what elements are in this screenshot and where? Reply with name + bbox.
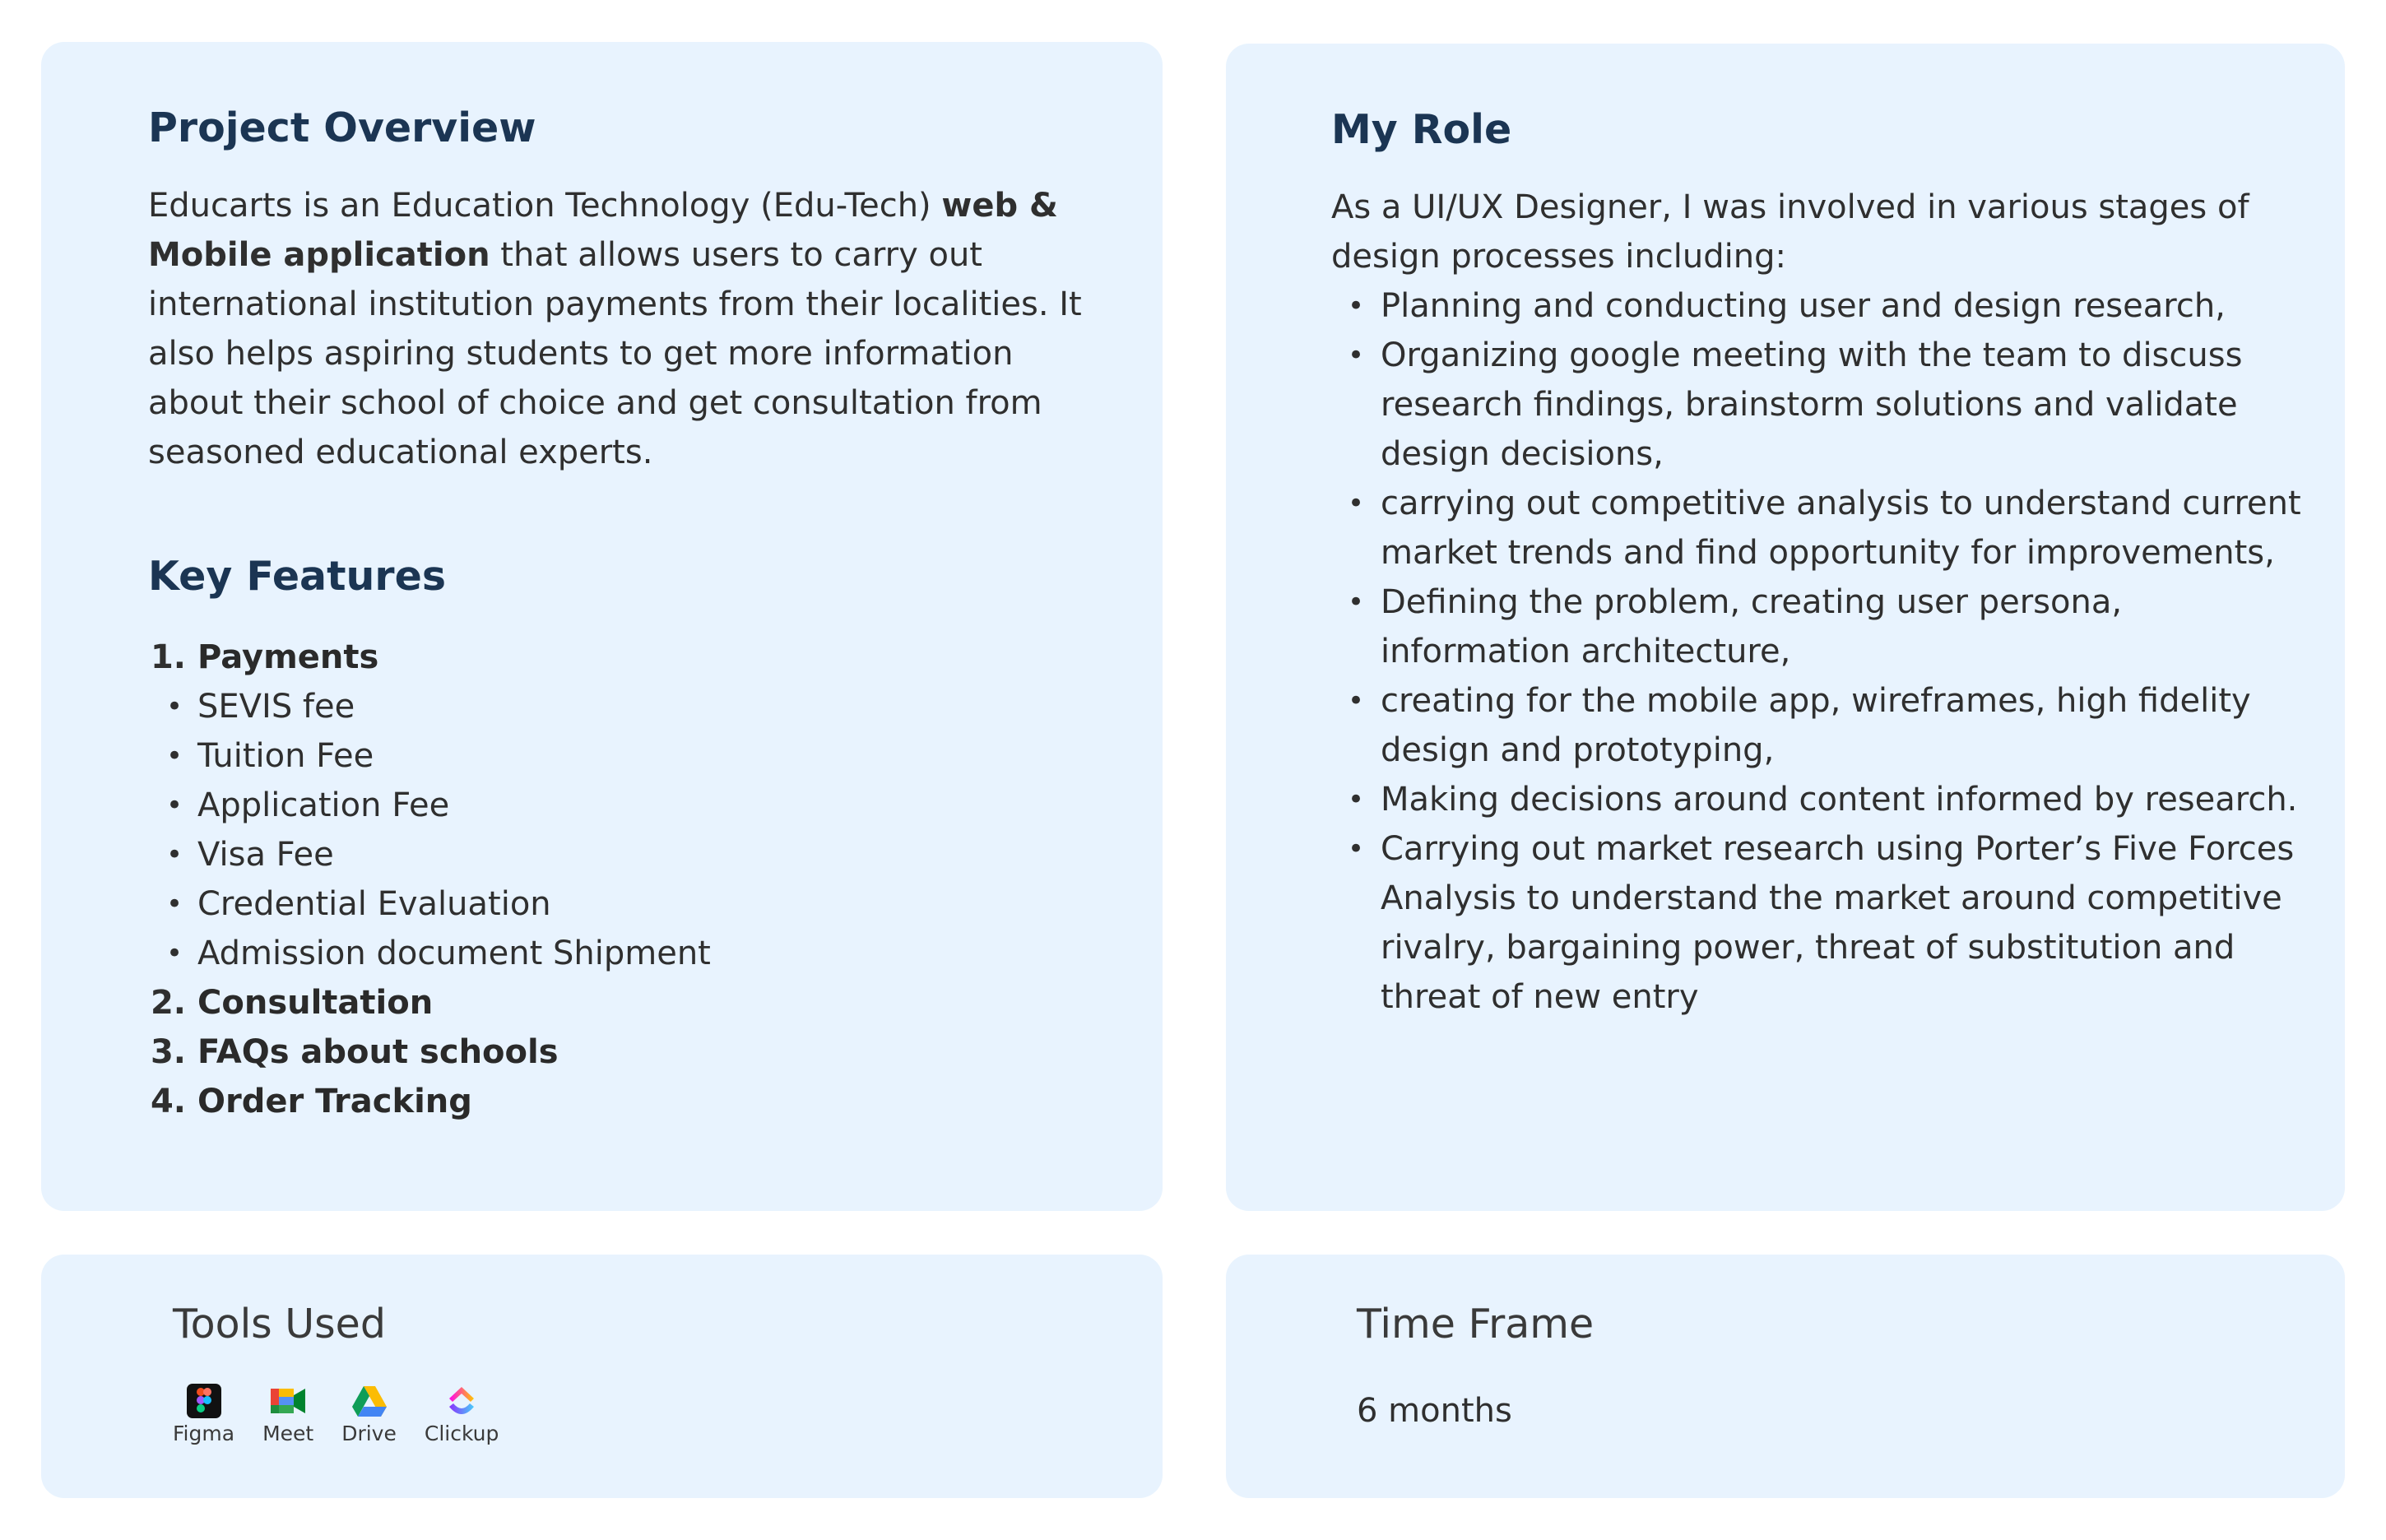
tool-clickup [425,1382,499,1445]
feature-item [148,1027,1163,1077]
clickup-icon [443,1382,480,1420]
role-item [1331,281,2319,331]
role-item-text: Making decisions around content informed by research. [1381,780,2298,819]
bullet-marker: • [165,739,183,772]
tool-label: Meet [262,1421,314,1445]
overview-text-part2: that allows users to carry out international institution payments from their localities. It also helps aspiring students to get more information about their school of choice and get consultation from seasoned educational experts. [148,235,1082,471]
my-role-list [1331,281,2319,1022]
bullet-marker: • [1347,782,1365,816]
key-features-title: Key Features [148,552,446,600]
feature-item [148,929,1163,978]
tool-label: Clickup [424,1421,499,1445]
role-item-text: creating for the mobile app, wireframes, high fidelity design and prototyping, [1381,681,2251,769]
number-marker: 4. [150,1082,186,1120]
meet-icon [269,1382,307,1420]
bullet-marker: • [1347,832,1365,865]
bullet-marker: • [165,887,183,921]
feature-text: Order Tracking [197,1082,472,1120]
role-item [1331,676,2319,775]
figma-icon [185,1382,223,1420]
role-item-text: Carrying out market research using Porter’s Five Forces Analysis to understand the market around competitive rivalry, bargaining power, threat of substitution and threat of new entry [1381,829,2295,1016]
time-frame-title: Time Frame [1357,1301,1595,1348]
role-item-text: Defining the problem, creating user persona, information architecture, [1381,582,2123,670]
bullet-marker: • [1347,585,1365,619]
overview-text-part1: Educarts is an Education Technology (Edu-Tech) [148,186,942,225]
feature-text: Consultation [197,983,434,1022]
bullet-marker: • [1347,338,1365,372]
bullet-marker: • [165,689,183,723]
tools-row [173,1382,1163,1445]
time-frame-value: 6 months [1357,1391,1512,1430]
feature-text: Visa Fee [197,835,334,874]
role-item [1331,578,2319,676]
tools-used-card [41,1255,1163,1498]
feature-item [148,682,1163,731]
my-role-intro: As a UI/UX Designer, I was involved in various stages of design processes including: [1331,188,2249,276]
feature-item [148,978,1163,1027]
my-role-card [1226,44,2345,1211]
feature-text: Tuition Fee [197,736,374,775]
feature-text: Credential Evaluation [197,884,551,923]
tools-used-title: Tools Used [173,1301,386,1348]
bullet-marker: • [165,788,183,822]
tool-figma [173,1382,234,1445]
bullet-marker: • [1347,684,1365,717]
bullet-marker: • [1347,289,1365,322]
feature-item [148,830,1163,879]
tool-meet [262,1382,313,1445]
role-item [1331,331,2319,479]
role-item [1331,479,2319,578]
feature-text: FAQs about schools [197,1032,559,1071]
feature-item [148,879,1163,929]
feature-item [148,1077,1163,1126]
role-item-text: carrying out competitive analysis to understand current market trends and find opportunity for improvements, [1381,484,2301,572]
bullet-marker: • [165,837,183,871]
project-overview-paragraph [148,181,1102,477]
feature-item [148,633,1163,682]
feature-text: SEVIS fee [197,687,355,726]
tool-label: Drive [341,1421,397,1445]
feature-item [148,731,1163,781]
number-marker: 2. [150,983,186,1022]
overview-text-bold: web & Mobile application [148,186,1058,274]
role-item [1331,824,2319,1022]
drive-icon [350,1382,388,1420]
tool-drive [341,1382,397,1445]
bullet-marker: • [165,936,183,970]
tool-label: Figma [173,1421,235,1445]
project-overview-title: Project Overview [148,104,536,151]
number-marker: 1. [150,638,186,676]
bullet-marker: • [1347,486,1365,520]
my-role-title: My Role [1331,106,1512,153]
number-marker: 3. [150,1032,186,1071]
role-item-text: Organizing google meeting with the team to discuss research findings, brainstorm solutions and validate design decisions, [1381,336,2243,473]
feature-text: Payments [197,638,379,676]
project-overview-card [41,42,1163,1211]
feature-text: Admission document Shipment [197,934,711,972]
feature-item [148,781,1163,830]
feature-text: Application Fee [197,786,450,824]
role-item [1331,775,2319,824]
key-features-list [148,633,1163,1126]
role-item-text: Planning and conducting user and design research, [1381,286,2226,325]
time-frame-card [1226,1255,2345,1498]
